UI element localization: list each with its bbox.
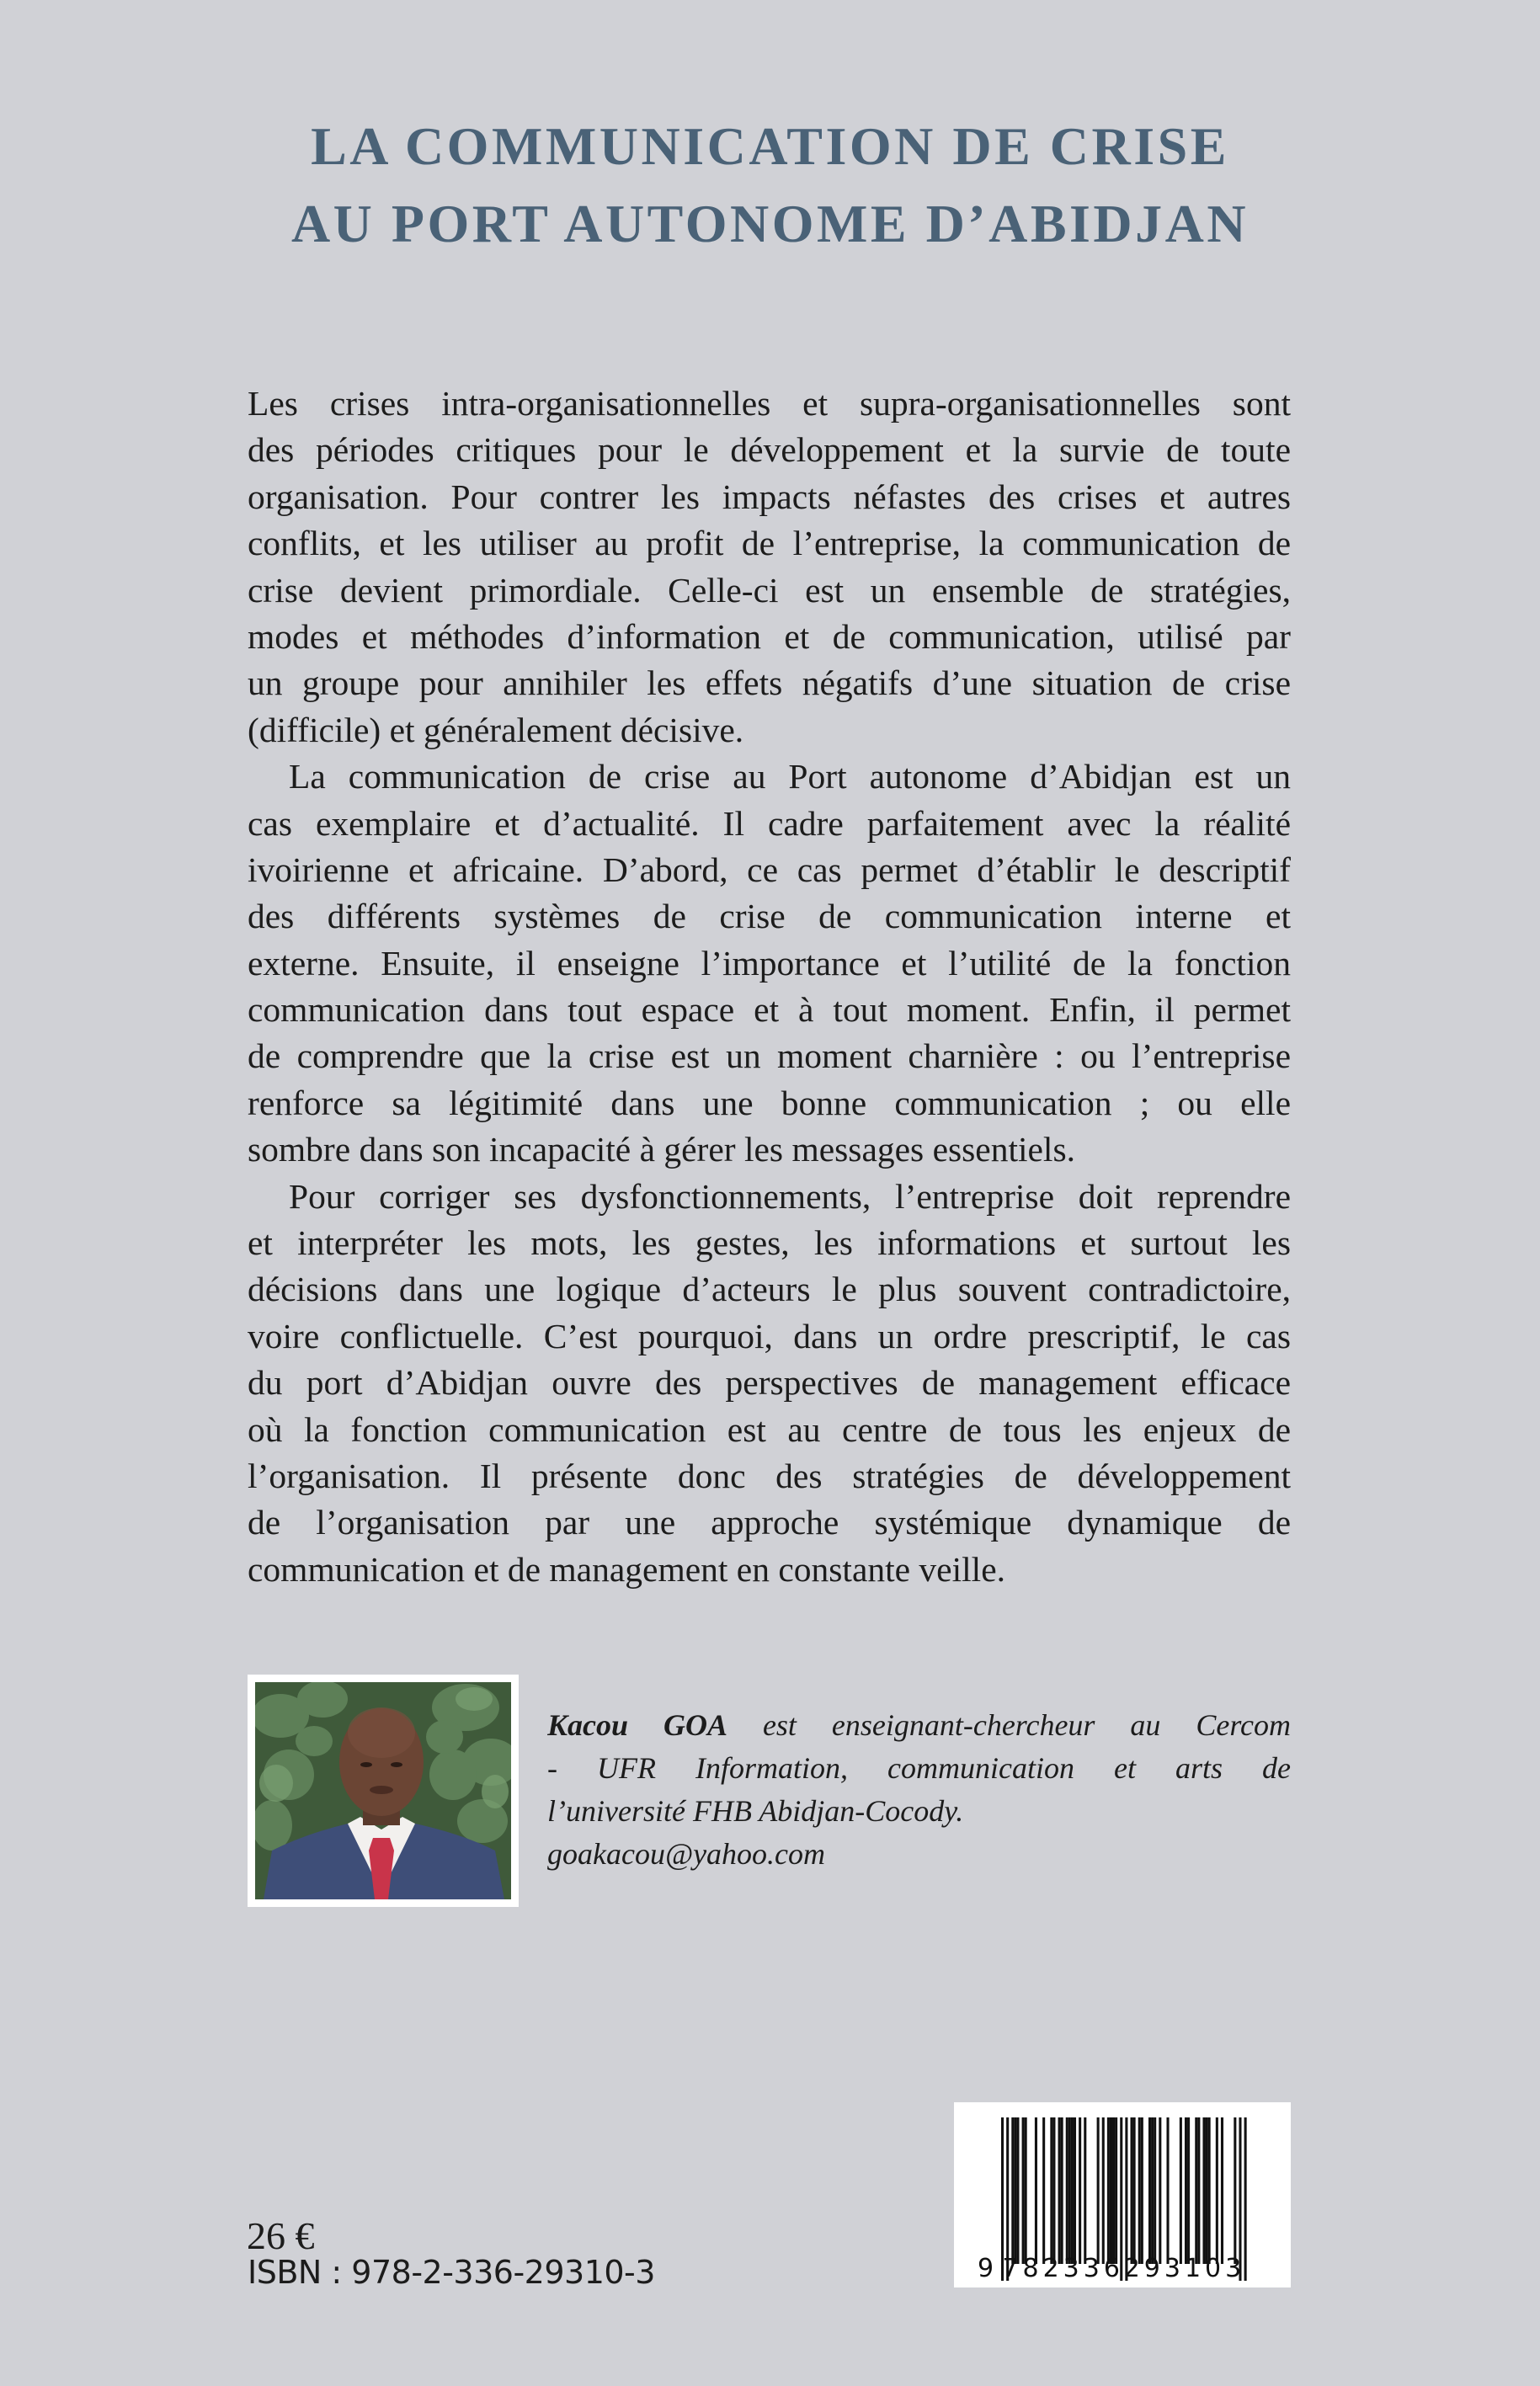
blurb-line: renforce sa légitimité dans une bonne communication ; ou elle bbox=[248, 1083, 1291, 1122]
blurb-line: organisation. Pour contrer les impacts néfastes des crises et autres bbox=[248, 477, 1291, 516]
blurb-line: crise devient primordiale. Celle-ci est un ensemble de stratégies, bbox=[248, 570, 1291, 610]
blurb-line: communication dans tout espace et à tout moment. Enfin, il permet bbox=[248, 990, 1291, 1030]
author-email: goakacou@yahoo.com bbox=[547, 1837, 826, 1871]
blurb-line: des différents systèmes de crise de communication interne et bbox=[248, 897, 1291, 936]
svg-text:293103: 293103 bbox=[1123, 2254, 1246, 2283]
barcode-icon bbox=[954, 2102, 1291, 2287]
blurb-line: externe. Ensuite, il enseigne l’importance et l’utilité de la fonction bbox=[248, 943, 1291, 983]
blurb-line: des périodes critiques pour le développement et la survie de toute bbox=[248, 430, 1291, 470]
blurb-line: et interpréter les mots, les gestes, les informations et surtout les bbox=[248, 1223, 1291, 1263]
blurb-line: Les crises intra-organisationnelles et supra-organisationnelles sont bbox=[248, 384, 1291, 423]
blurb-line: sombre dans son incapacité à gérer les messages essentiels. bbox=[248, 1130, 1075, 1169]
isbn: ISBN : 978-2-336-29310-3 bbox=[248, 2254, 655, 2291]
barcode bbox=[954, 2102, 1291, 2287]
title-line-1: LA COMMUNICATION DE CRISE bbox=[311, 116, 1229, 176]
blurb-line: modes et méthodes d’information et de communication, utilisé par bbox=[248, 616, 1291, 656]
author-bio-line-1: Kacou GOA est enseignant-chercheur au Cercom bbox=[547, 1708, 1291, 1742]
author-bio bbox=[547, 1704, 1291, 1876]
blurb-line: cas exemplaire et d’actualité. Il cadre parfaitement avec la réalité bbox=[248, 803, 1291, 843]
author-photo-frame bbox=[248, 1675, 519, 1907]
book-title bbox=[0, 108, 1540, 263]
blurb-line: décisions dans une logique d’acteurs le plus souvent contradictoire, bbox=[248, 1270, 1291, 1309]
author-bio-line-3: l’université FHB Abidjan-Cocody. bbox=[547, 1794, 964, 1828]
blurb-line: (difficile) et généralement décisive. bbox=[248, 710, 744, 749]
blurb-line: l’organisation. Il présente donc des stratégies de développement bbox=[248, 1456, 1291, 1495]
blurb-line: du port d’Abidjan ouvre des perspectives de management efficace bbox=[248, 1363, 1291, 1403]
blurb-line: communication et de management en constante veille. bbox=[248, 1549, 1005, 1589]
blurb-line: voire conflictuelle. C’est pourquoi, dans un ordre prescriptif, le cas bbox=[248, 1316, 1291, 1355]
price: 26 € bbox=[247, 2214, 315, 2257]
author-bio-line-2: - UFR Information, communication et arts de bbox=[547, 1751, 1291, 1785]
title-line-2: AU PORT AUTONOME D’ABIDJAN bbox=[290, 194, 1250, 253]
blurb bbox=[248, 381, 1291, 1593]
svg-text:9: 9 bbox=[977, 2254, 999, 2283]
blurb-line: où la fonction communication est au centre de tous les enjeux de bbox=[248, 1409, 1291, 1449]
svg-text:782336: 782336 bbox=[1002, 2254, 1124, 2283]
blurb-line: Pour corriger ses dysfonctionnements, l’entreprise doit reprendre bbox=[289, 1176, 1291, 1216]
author-name: Kacou GOA bbox=[547, 1708, 727, 1742]
blurb-line: de l’organisation par une approche systémique dynamique de bbox=[248, 1503, 1291, 1542]
blurb-line: La communication de crise au Port autonome d’Abidjan est un bbox=[289, 757, 1291, 796]
blurb-line: un groupe pour annihiler les effets négatifs d’une situation de crise bbox=[248, 663, 1291, 703]
author-portrait-image bbox=[255, 1682, 511, 1899]
blurb-line: conflits, et les utiliser au profit de l’entreprise, la communication de bbox=[248, 524, 1291, 563]
blurb-line: de comprendre que la crise est un moment charnière : ou l’entreprise bbox=[248, 1036, 1291, 1076]
blurb-line: ivoirienne et africaine. D’abord, ce cas permet d’établir le descriptif bbox=[248, 849, 1291, 889]
